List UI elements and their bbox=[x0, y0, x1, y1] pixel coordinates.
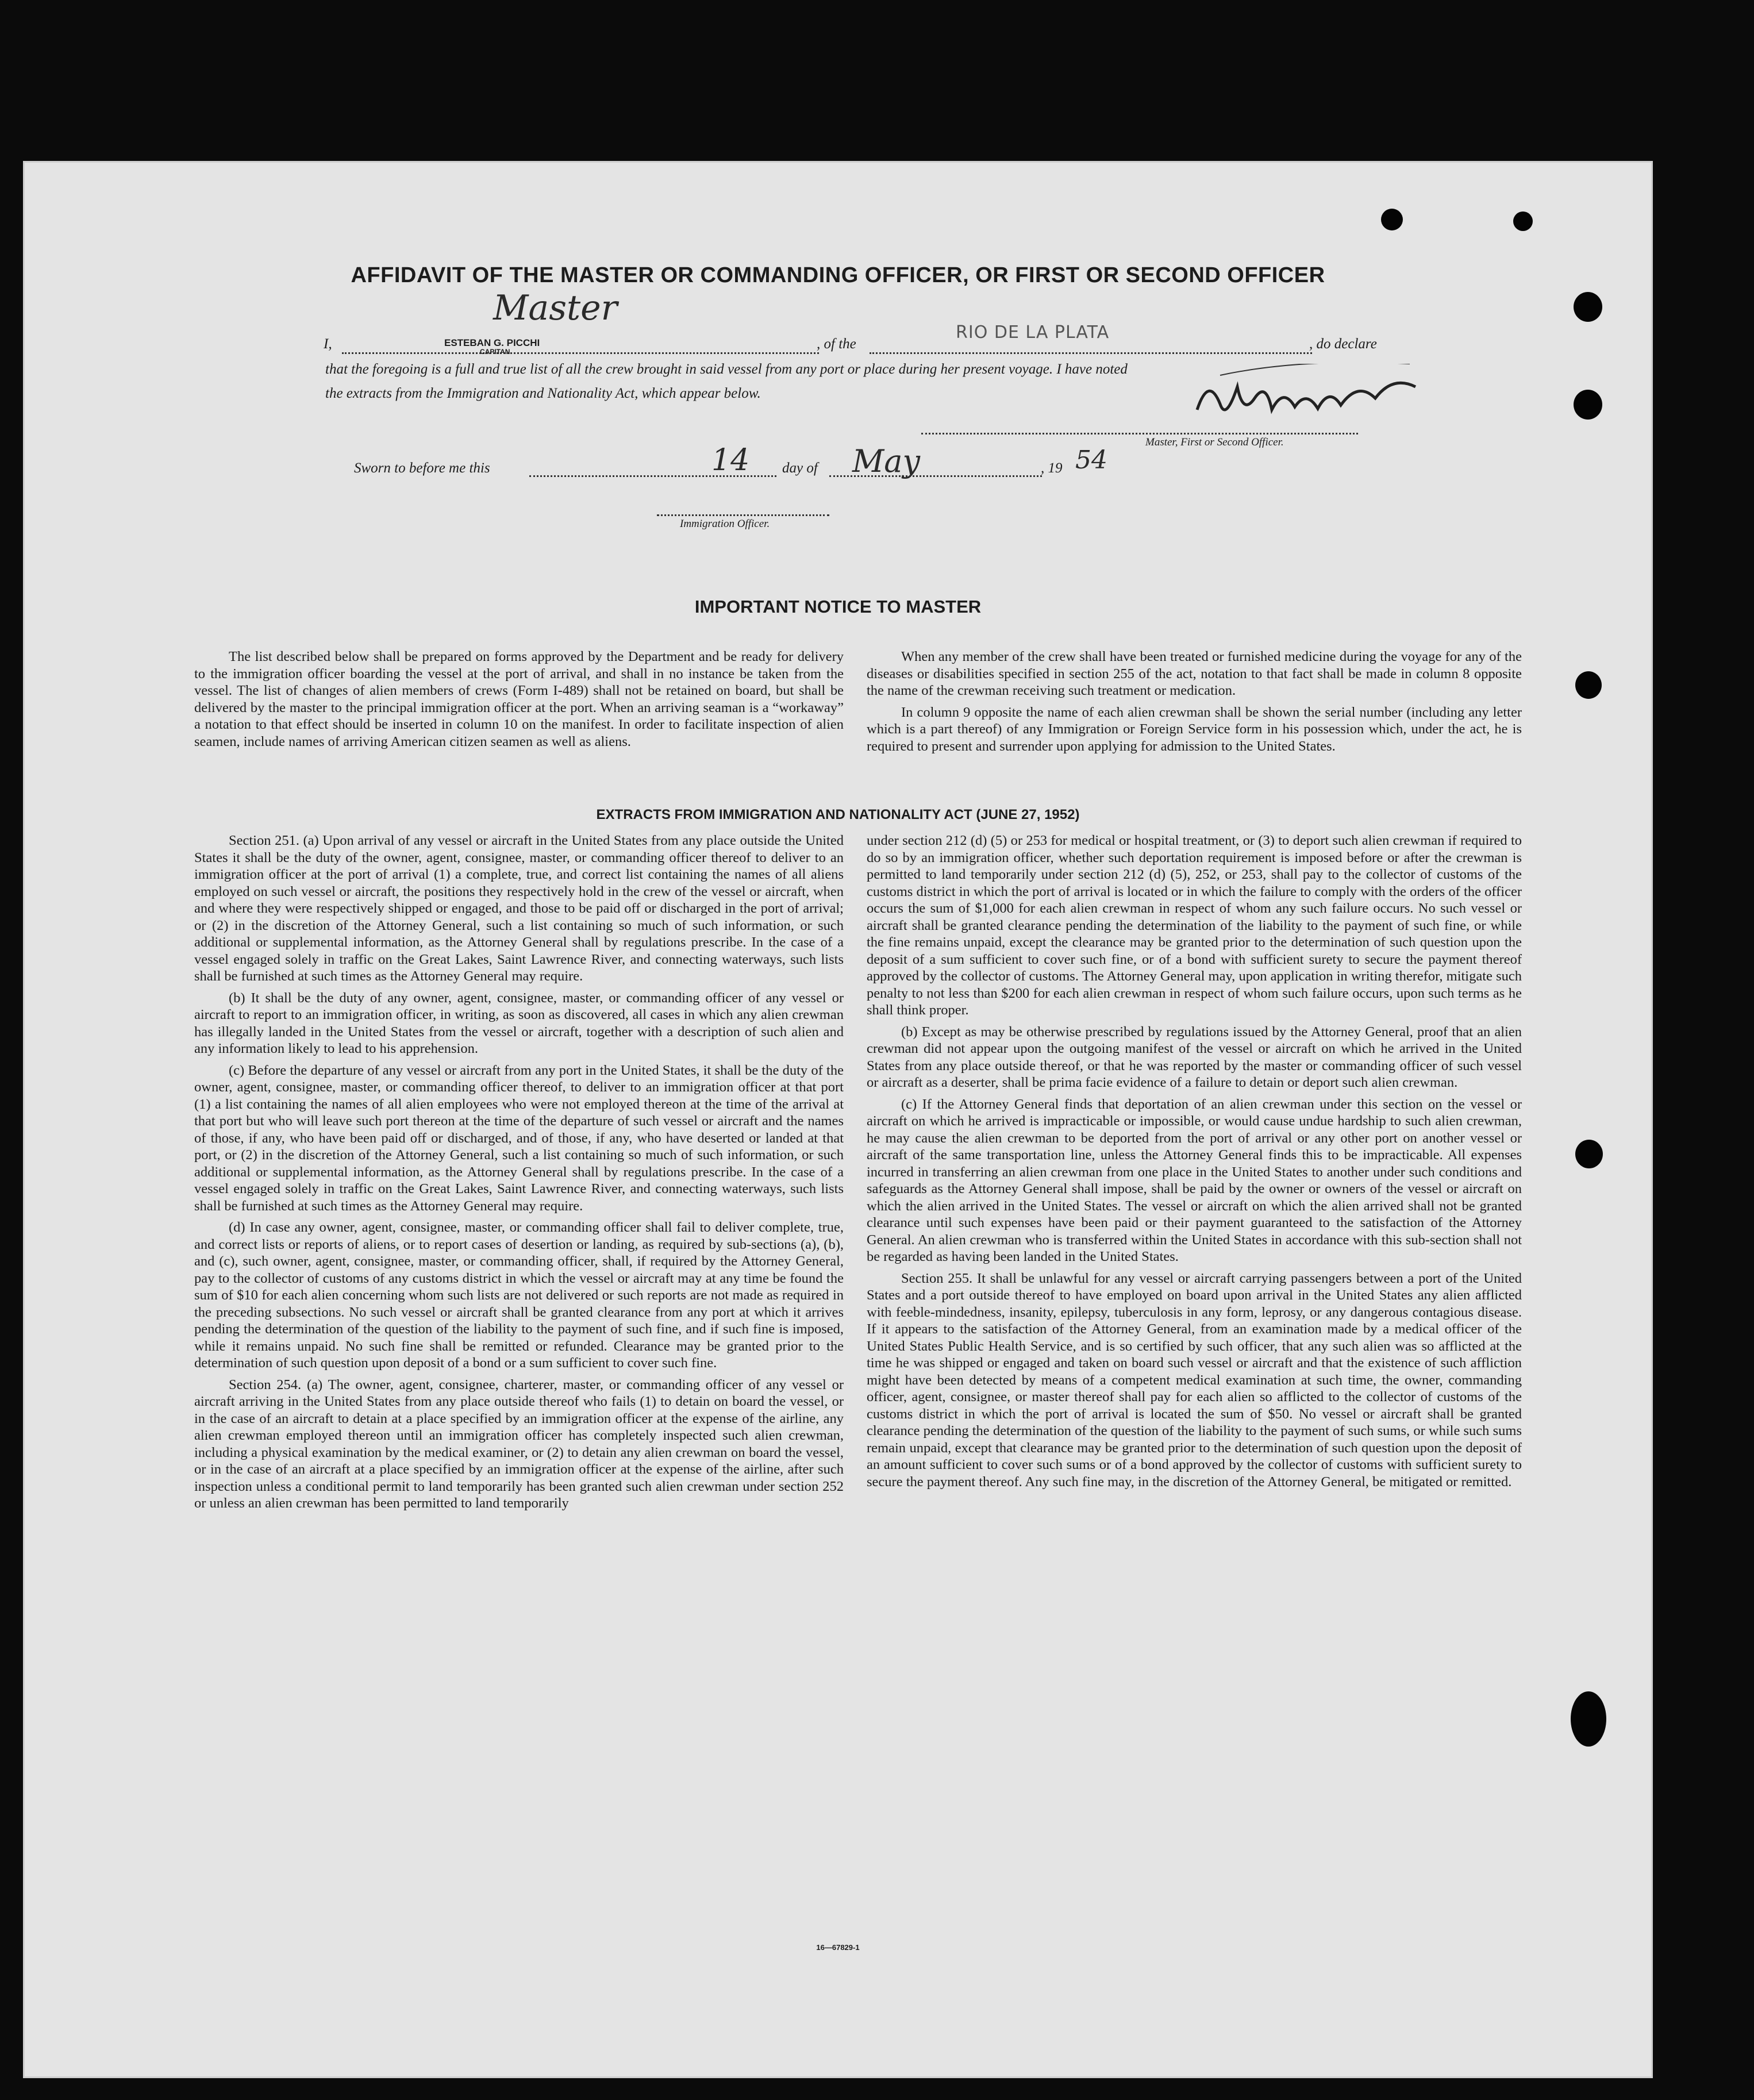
extract-left-paragraph: (b) It shall be the duty of any owner, agent, consignee, master, or commanding officer of any vessel or aircraft to report to an immigration officer, in writing, as soon as discovered, all cases in which any alien crewman has illegally landed in the United States from the vessel or aircraft, together with a description of such alien and any information likely to lead to his apprehension. bbox=[194, 990, 844, 1056]
signature-line bbox=[921, 433, 1358, 434]
binder-hole bbox=[1574, 390, 1602, 420]
notice-right-paragraph-2: In column 9 opposite the name of each alien crewman shall be shown the serial number (including any letter which is a part thereof) of any Immigration or Foreign Service form in his possession which, under the act, he is required to present and surrender upon applying for admission to the United States. bbox=[867, 704, 1522, 754]
immigration-officer-line bbox=[657, 514, 829, 516]
notice-left-column bbox=[194, 648, 844, 755]
binder-hole bbox=[1574, 292, 1602, 322]
of-the-label: , of the bbox=[817, 336, 856, 352]
notice-right-column bbox=[867, 648, 1522, 759]
stamp-name: ESTEBAN G. PICCHI bbox=[444, 337, 540, 348]
vessel-name: RIO DE LA PLATA bbox=[956, 322, 1110, 343]
affidavit-title: AFFIDAVIT OF THE MASTER OR COMMANDING OFFICER, OR FIRST OR SECOND OFFICER bbox=[351, 263, 1325, 287]
master-signature bbox=[1186, 364, 1433, 439]
day-of-label: day of bbox=[782, 460, 818, 476]
signature-label: Master, First or Second Officer. bbox=[1145, 436, 1284, 448]
extract-left-paragraph: (c) Before the departure of any vessel or aircraft from any port in the United States, it shall be the duty of the owner, agent, consignee, master, or commanding officer thereof, to deliver to an immigration officer at that port (1) a list containing the names of all alien employees who were not employed thereon at the time of the arrival at that port but who will leave such port thereon at the time of the departure of such vessel or aircraft and the names of those, if any, who have been paid off or discharged, and of those, if any, who have deserted or landed at that port, or (2) in the discretion of the Attorney General, such a list containing so much of such information, or such additional or supplemental information, as the Attorney General shall by regulations prescribe. In the case of a vessel engaged solely in traffic on the Great Lakes, Saint Lawrence River, and connecting waterways, such lists shall be furnished at such times as the Attorney General may require. bbox=[194, 1062, 844, 1214]
extracts-title: EXTRACTS FROM IMMIGRATION AND NATIONALITY ACT (JUNE 27, 1952) bbox=[596, 807, 1080, 822]
binder-hole bbox=[1575, 1140, 1603, 1168]
statement-line-2: the extracts from the Immigration and Nationality Act, which appear below. bbox=[325, 386, 761, 401]
binder-hole bbox=[1571, 1691, 1606, 1747]
binder-hole bbox=[1575, 671, 1602, 699]
extract-right-paragraph: (c) If the Attorney General finds that deportation of an alien crewman under this section on the vessel or aircraft on which he arrived is impracticable or impossible, or would cause undue hardship to such alien crewman, he may cause the alien crewman to be deported from the port of arrival or any other port on another vessel or aircraft of the same transportation line, unless the Attorney General finds this to be impracticable. All expenses incurred in transferring an alien crewman from one place in the United States to another under such conditions and safeguards as the Attorney General shall impose, shall be paid by the owner or owners of the vessel or aircraft on which the alien arrived in the United States. The vessel or aircraft on which the alien arrived shall not be granted clearance until such expenses have been paid or their payment guaranteed to the satisfaction of the Attorney General. An alien crewman who is transferred within the United States in accordance with this sub-section shall not be regarded as having been landed in the United States. bbox=[867, 1096, 1522, 1264]
sworn-day: 14 bbox=[711, 443, 750, 478]
document-page bbox=[23, 161, 1653, 2078]
notice-title: IMPORTANT NOTICE TO MASTER bbox=[694, 597, 982, 617]
extract-left-paragraph: Section 251. (a) Upon arrival of any vessel or aircraft in the United States from any place outside the United States it shall be the duty of the owner, agent, consignee, master, or commanding officer thereof to deliver to an immigration officer at the port of arrival (1) a complete, true, and correct list containing the names of all aliens employed on such vessel or aircraft, the positions they respectively hold in the crew of the vessel or aircraft, when and where they were respectively shipped or engaged, and those to be paid off or discharged in the port of arrival; or (2) in the discretion of the Attorney General, such a list containing so much of such information, or such additional or supplemental information, as the Attorney General shall by regulations prescribe. In the case of a vessel engaged solely in traffic on the Great Lakes, Saint Lawrence River, and connecting waterways, such lists shall be furnished at such times as the Attorney General may require. bbox=[194, 833, 844, 984]
handwritten-master: Master bbox=[493, 288, 618, 328]
sworn-month: May bbox=[852, 443, 920, 479]
extracts-right-column bbox=[867, 832, 1522, 1495]
extract-right-paragraph: under section 212 (d) (5) or 253 for medical or hospital treatment, or (3) to deport such alien crewman if required to do so by an immigration officer, whether such deportation requirement is imposed before or after the crewman is permitted to land temporarily under section 212 (d) (5), 252, or 253, shall pay to the collector of customs of the customs district in which the port of arrival is located or in which the failure to comply with the orders of the officer occurs the sum of $1,000 for each alien crewman in respect of whom any such failure occurs. No such vessel or aircraft shall be granted clearance pending the determination of the liability to the payment of such fine, or while the fine remains unpaid, except the clearance may be granted prior to the determination of such question upon the deposit of a sum sufficient to cover such fine, or of a bond with sufficient surety to secure the payment thereof approved by the collector of customs. The Attorney General may, upon application in writing therefor, mitigate such penalty to not less than $200 for each alien crewman in respect of whom such failure occurs, upon such terms as he shall think proper. bbox=[867, 833, 1522, 1018]
binder-hole bbox=[1381, 209, 1403, 230]
extract-left-paragraph: Section 254. (a) The owner, agent, consignee, charterer, master, or commanding officer of any vessel or aircraft arriving in the United States from any place outside thereof who fails (1) to detain on board the vessel, or in the case of an aircraft to detain at a place specified by an immigration officer at the expense of the airline, any alien crewman employed thereon until an immigration officer has completely inspected such alien crewman, including a physical examination by the medical examiner, or (2) to detain any alien crewman on board the vessel, or in the case of an aircraft at a place specified by an immigration officer at the expense of the airline, after such inspection unless a conditional permit to land temporarily has been granted such alien crewman under section 252 or unless an alien crewman has been permitted to land temporarily bbox=[194, 1376, 844, 1511]
form-code: 16—67829-1 bbox=[816, 1943, 860, 1952]
name-line bbox=[342, 352, 819, 354]
binder-hole bbox=[1513, 211, 1533, 231]
vessel-line bbox=[870, 352, 1312, 354]
stamp-rank: CAPITAN bbox=[480, 348, 510, 356]
notice-right-paragraph-1: When any member of the crew shall have been treated or furnished medicine during the voyage for any of the diseases or disabilities specified in section 255 of the act, notation to that fact shall be made in column 8 opposite the name of the crewman receiving such treatment or medication. bbox=[867, 649, 1522, 698]
do-declare-label: , do declare bbox=[1309, 336, 1377, 352]
statement-line-1: that the foregoing is a full and true list of all the crew brought in said vessel from any port or place during her present voyage. I have noted bbox=[325, 361, 1128, 377]
sworn-label: Sworn to before me this bbox=[354, 460, 490, 476]
extract-left-paragraph: (d) In case any owner, agent, consignee, master, or commanding officer shall fail to deliver complete, true, and correct lists or reports of aliens, or to report cases of desertion or landing, as required by sub-sections (a), (b), and (c), such owner, agent, consignee, master, or commanding officer, shall, if required by the Attorney General, pay to the collector of customs of any customs district in which the vessel or aircraft may at any time be found the sum of $10 for each alien concerning whom such lists are not delivered or such reports are not made as required in the preceding subsections. No such vessel or aircraft shall be granted clearance from any port at which it arrives pending the determination of the question of the liability to the payment of such fine, and if such fine is imposed, while it remains unpaid. No such fine shall be remitted or refunded. Clearance may be granted prior to the determination of such question upon deposit of a bond or a sum sufficient to cover such fine. bbox=[194, 1220, 844, 1371]
extract-right-paragraph: (b) Except as may be otherwise prescribed by regulations issued by the Attorney General, proof that an alien crewman did not appear upon the outgoing manifest of the vessel or aircraft on which he arrived in the United States from any place outside thereof, or that he was reported by the master or commanding officer of such vessel or aircraft as a deserter, shall be prima facie evidence of a failure to detain or deport such alien crewman. bbox=[867, 1024, 1522, 1090]
extracts-left-column bbox=[194, 832, 844, 1517]
year-prefix: , 19 bbox=[1041, 460, 1063, 476]
year-suffix: 54 bbox=[1075, 445, 1107, 475]
notice-left-paragraph: The list described below shall be prepared on forms approved by the Department and be ready for delivery to the immigration officer boarding the vessel at the port of arrival, and shall in no instance be taken from the vessel. The list of changes of alien members of crews (Form I-489) shall not be retained on board, but shall be delivered by the master to the principal immigration officer at the port. When an arriving seaman is a “workaway” a notation to that effect should be inserted in column 10 on the manifest. In order to facilitate inspection of alien seamen, include names of arriving American citizen seamen as well as aliens. bbox=[194, 649, 844, 749]
immigration-officer-label: Immigration Officer. bbox=[680, 518, 770, 530]
i-label: I, bbox=[324, 336, 332, 352]
extract-right-paragraph: Section 255. It shall be unlawful for any vessel or aircraft carrying passengers between a port of the United States and a port outside thereof to have employed on board upon arrival in the United States any alien afflicted with feeble-mindedness, insanity, epilepsy, tuberculosis in any form, leprosy, or any dangerous contagious disease. If it appears to the satisfaction of the Attorney General, from an examination made by a medical officer of the United States Public Health Service, and is so certified by such officer, that any such alien was so afflicted at the time he was shipped or engaged and taken on board such vessel or aircraft and that the existence of such affliction might have been detected by means of a competent medical examination at such time, the owner, commanding officer, agent, consignee, or master thereof shall pay for each alien so afflicted to the collector of customs of the customs district in which the port of arrival is located the sum of $50. No vessel or aircraft shall be granted clearance pending the determination of the question of the liability to the payment of such sums, or while such sums remain unpaid, except that clearance may be granted prior to the determination of such question upon the deposit of an amount sufficient to cover such sums or of a bond approved by the collector of customs with sufficient surety to secure the payment thereof. Any such fine may, in the discretion of the Attorney General, be mitigated or remitted. bbox=[867, 1270, 1522, 1490]
